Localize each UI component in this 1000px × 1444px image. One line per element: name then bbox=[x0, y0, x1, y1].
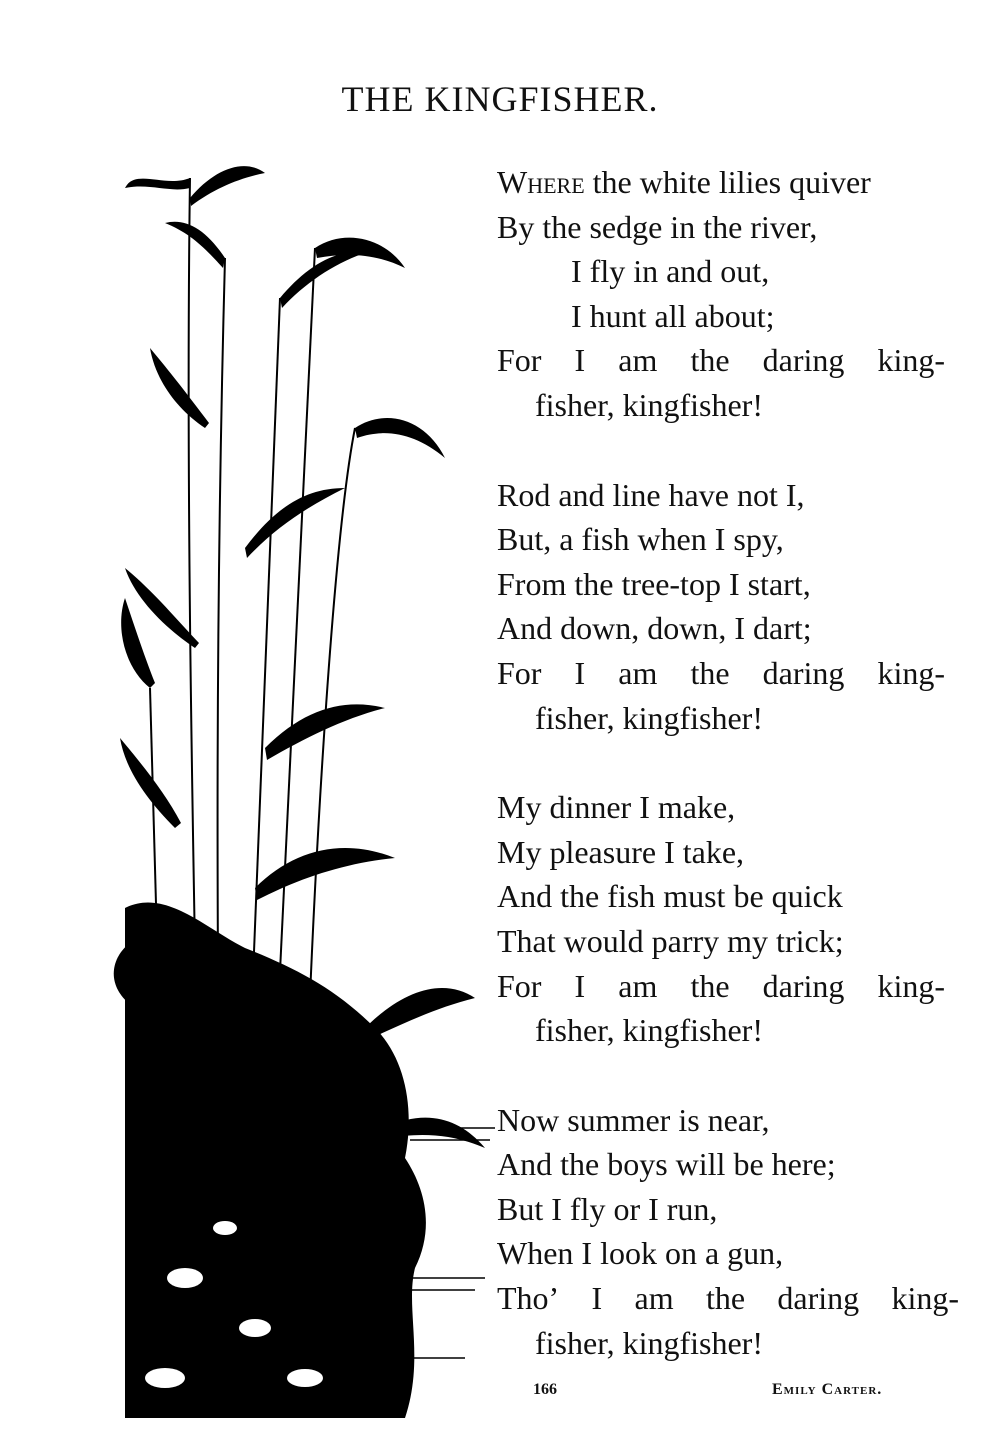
word: I bbox=[574, 967, 586, 1004]
word: For bbox=[497, 342, 542, 379]
refrain-line bbox=[497, 1276, 959, 1321]
poem-line: By the sedge in the river, bbox=[497, 208, 818, 245]
reeds-illustration bbox=[105, 128, 500, 1418]
word: For bbox=[497, 654, 542, 691]
refrain-continuation: fisher, kingfisher! bbox=[535, 386, 763, 423]
word: am bbox=[618, 342, 658, 379]
poem-line: Now summer is near, bbox=[497, 1101, 770, 1138]
word: the bbox=[705, 1280, 746, 1317]
poem-line: And the fish must be quick bbox=[497, 878, 843, 915]
line-text: the white lilies quiver bbox=[584, 164, 871, 200]
word: I bbox=[591, 1280, 603, 1317]
word: I bbox=[574, 342, 586, 379]
word: am bbox=[634, 1280, 674, 1317]
word: daring bbox=[762, 342, 845, 379]
drop-word: Where bbox=[497, 164, 585, 200]
poem-line: When I look on a gun, bbox=[497, 1235, 784, 1272]
stanza-2 bbox=[497, 473, 987, 741]
poem-line: I hunt all about; bbox=[571, 297, 775, 334]
word: I bbox=[574, 654, 586, 691]
word: For bbox=[497, 967, 542, 1004]
poem-line: And down, down, I dart; bbox=[497, 610, 812, 647]
poem-line bbox=[497, 160, 987, 205]
word: the bbox=[690, 654, 730, 691]
poem bbox=[497, 160, 987, 1410]
poem-line: That would parry my trick; bbox=[497, 922, 844, 959]
stanza-3 bbox=[497, 785, 987, 1053]
poem-line: But, a fish when I spy, bbox=[497, 521, 784, 558]
word: daring bbox=[777, 1280, 860, 1317]
word: king- bbox=[877, 342, 945, 379]
author-credit: Emily Carter. bbox=[772, 1381, 883, 1398]
poem-line: And the boys will be here; bbox=[497, 1146, 836, 1183]
word: am bbox=[618, 654, 658, 691]
poem-line: My pleasure I take, bbox=[497, 833, 745, 870]
refrain-line bbox=[497, 651, 945, 696]
refrain-continuation: fisher, kingfisher! bbox=[535, 1324, 763, 1361]
poem-line: My dinner I make, bbox=[497, 789, 736, 826]
stanza-1 bbox=[497, 160, 987, 428]
word: king- bbox=[877, 654, 945, 691]
poem-line: From the tree-top I start, bbox=[497, 565, 811, 602]
stanza-4 bbox=[497, 1098, 987, 1366]
word: am bbox=[618, 967, 658, 1004]
word: the bbox=[690, 342, 730, 379]
word: Tho’ bbox=[497, 1280, 560, 1317]
page-number: 166 bbox=[533, 1381, 557, 1398]
refrain-continuation: fisher, kingfisher! bbox=[535, 699, 763, 736]
page-title: THE KINGFISHER. bbox=[341, 79, 659, 119]
poem-line: Rod and line have not I, bbox=[497, 476, 805, 513]
refrain-line bbox=[497, 964, 945, 1009]
word: daring bbox=[762, 654, 845, 691]
refrain-line bbox=[497, 338, 945, 383]
poem-line: I fly in and out, bbox=[571, 253, 770, 290]
word: king- bbox=[877, 967, 945, 1004]
refrain-continuation: fisher, kingfisher! bbox=[535, 1012, 763, 1049]
word: the bbox=[690, 967, 730, 1004]
poem-line: But I fly or I run, bbox=[497, 1190, 718, 1227]
word: king- bbox=[891, 1280, 959, 1317]
word: daring bbox=[762, 967, 845, 1004]
